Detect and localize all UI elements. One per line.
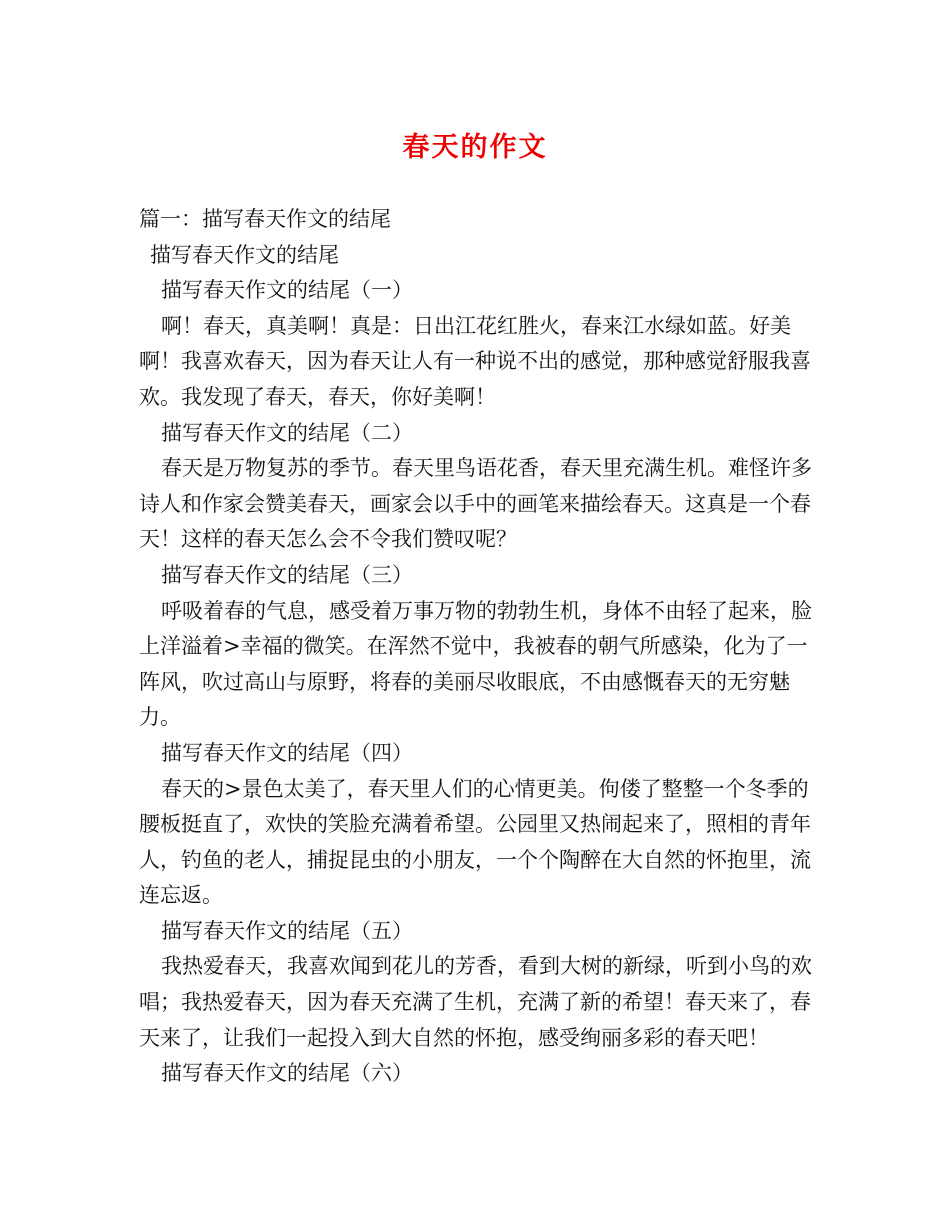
paragraph-text: 啊！春天，真美啊！真是：日出江花红胜火，春来江水绿如蓝。好美啊！我喜欢春天，因为春天让人有一种说不出的感觉，那种感觉舒服我喜欢。我发现了春天，春天，你好美啊！ — [139, 313, 811, 409]
document-title: 春天的作文 — [402, 132, 548, 163]
article-subtitle: 描写春天作文的结尾 — [150, 242, 339, 267]
paragraph-heading: 描写春天作文的结尾（六） — [161, 1061, 413, 1086]
paragraph-heading: 描写春天作文的结尾（一） — [161, 278, 413, 303]
document-body — [139, 202, 815, 1092]
paragraph-heading: 描写春天作文的结尾（五） — [161, 918, 413, 943]
paragraph-text: 春天是万物复苏的季节。春天里鸟语花香，春天里充满生机。难怪许多诗人和作家会赞美春天，画家会以手中的画笔来描绘春天。这真是一个春天！这样的春天怎么会不令我们赞叹呢？ — [139, 456, 812, 552]
paragraph-heading: 描写春天作文的结尾（二） — [161, 420, 413, 445]
paragraph-text: 呼吸着春的气息，感受着万事万物的勃勃生机，身体不由轻了起来，脸上洋溢着>幸福的微笑。在浑然不觉中，我被春的朝气所感染，化为了一阵风，吹过高山与原野，将春的美丽尽收眼底，不由感慨春天的无穷魅力。 — [139, 598, 812, 730]
paragraph-heading: 描写春天作文的结尾（三） — [161, 562, 413, 587]
section-heading: 篇一：描写春天作文的结尾 — [139, 207, 391, 231]
paragraph-text: 春天的>景色太美了，春天里人们的心情更美。佝偻了整整一个冬季的腰板挺直了，欢快的笑脸充满着希望。公园里又热闹起来了，照相的青年人，钓鱼的老人，捕捉昆虫的小朋友，一个个陶醉在大自然的怀抱里，流连忘返。 — [139, 776, 811, 908]
paragraph-text: 我热爱春天，我喜欢闻到花儿的芳香，看到大树的新绿，听到小鸟的欢唱；我热爱春天，因为春天充满了生机，充满了新的希望！春天来了，春天来了，让我们一起投入到大自然的怀抱，感受绚丽多彩的春天吧！ — [139, 954, 812, 1050]
paragraph-heading: 描写春天作文的结尾（四） — [161, 740, 413, 765]
